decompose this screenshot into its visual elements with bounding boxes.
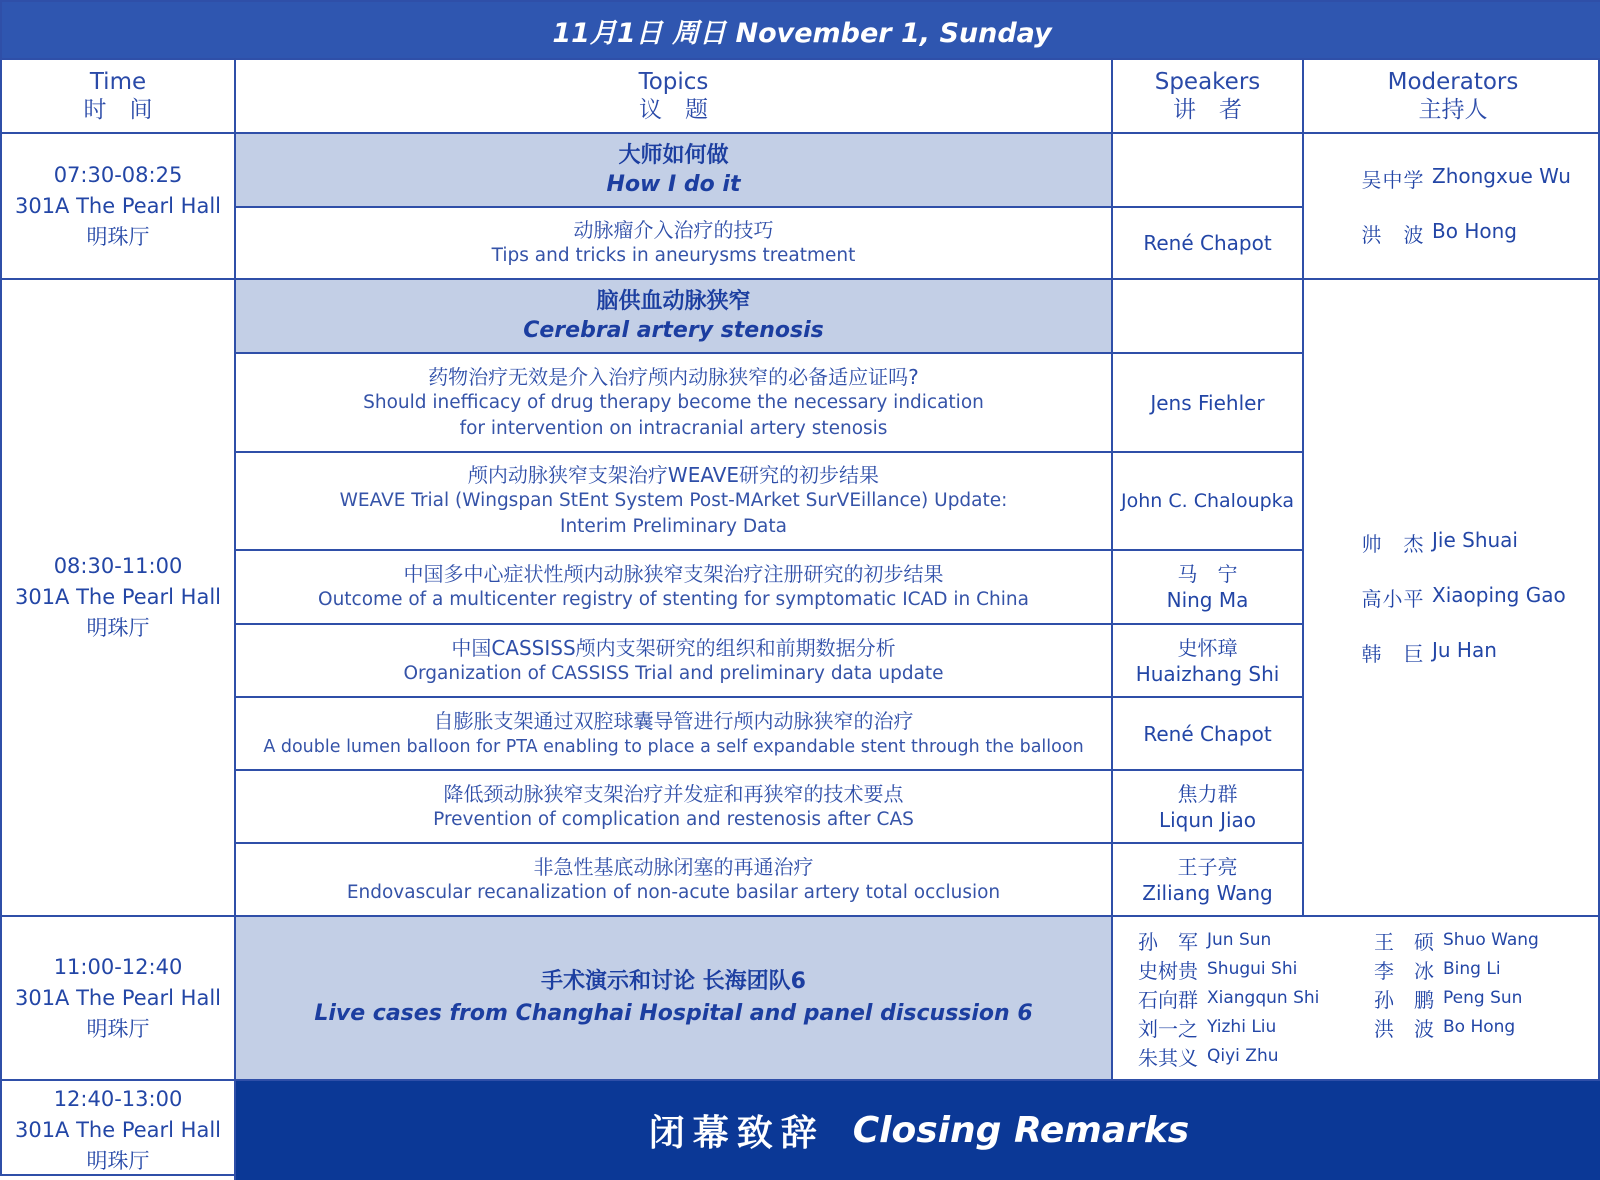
speaker-name-zh: 史怀璋 [1177,635,1238,660]
moderator [1354,528,1518,557]
header-speakers [1113,60,1304,134]
moderator [1354,164,1571,193]
talk-topic [236,625,1113,698]
talk-topic [236,771,1113,844]
moderator-name-en: Xiaoping Gao [1432,583,1566,607]
session-time-cell [2,280,236,917]
section-title-zh: 脑供血动脉狭窄 [596,289,751,314]
speaker-cell [1113,771,1304,844]
panelist-name-en: Xiangqun Shi [1207,988,1320,1008]
speaker-cell [1113,453,1304,551]
panelist-name-zh: 石向群 [1138,987,1198,1012]
topic-zh: 中国多中心症状性颅内动脉狭窄支架治疗注册研究的初步结果 [403,562,944,586]
speaker-name: Ning Ma [1166,588,1249,612]
header-speakers-zh: 讲 者 [1173,97,1242,123]
topic-en-line2: Interim Preliminary Data [560,516,787,537]
session-room-zh: 明珠厅 [86,616,150,640]
topic-zh: 颅内动脉狭窄支架治疗WEAVE研究的初步结果 [467,463,880,487]
panel-discussants [1113,917,1600,1081]
moderator-name-zh: 高小平 [1361,587,1425,611]
panelist-name-en: Yizhi Liu [1207,1017,1277,1037]
session-room: 301A The Pearl Hall [14,985,222,1010]
panelist [1365,1015,1600,1040]
session-time: 07:30-08:25 [53,162,183,187]
header-speakers-en: Speakers [1154,69,1261,95]
moderator-name-zh: 吴中学 [1361,168,1425,192]
panelist-name-en: Peng Sun [1443,988,1523,1008]
day-title-bar [2,2,1600,60]
session-room-zh: 明珠厅 [86,1149,150,1173]
section-title-en: How I do it [606,172,741,197]
moderator [1354,219,1517,248]
header-time-en: Time [89,69,147,95]
header-time [2,60,236,134]
panelist [1129,928,1365,953]
moderator [1354,583,1566,612]
panelist-name-en: Bo Hong [1443,1017,1516,1037]
speaker-name-zh: 王子亮 [1177,854,1238,879]
panelist-name-en: Shuo Wang [1443,930,1539,950]
speaker-cell [1113,208,1304,280]
speaker-name: Ziliang Wang [1142,880,1273,905]
moderator-name-en: Bo Hong [1432,219,1517,243]
moderator [1354,638,1497,667]
panelist [1129,1044,1365,1069]
moderator-name-en: Jie Shuai [1432,528,1518,552]
topic-en-line2: for intervention on intracranial artery stenosis [459,417,888,439]
talk-topic [236,354,1113,453]
speaker-cell [1113,354,1304,453]
panelist-name-zh: 王 硕 [1374,929,1434,954]
header-time-zh: 时 间 [83,97,153,123]
topic-zh: 降低颈动脉狭窄支架治疗并发症和再狭窄的技术要点 [443,781,904,806]
topic-en: A double lumen balloon for PTA enabling to place a self expandable stent through the balloon [263,736,1084,757]
moderator-name-zh: 洪 波 [1361,223,1425,247]
speaker-name-zh: 焦力群 [1177,781,1238,806]
speaker-cell [1113,625,1304,698]
section-title-zh: 大师如何做 [618,143,729,168]
panelist [1129,957,1365,982]
speaker-cell-empty [1113,134,1304,208]
session-time: 08:30-11:00 [53,554,183,578]
live-cases-header [236,917,1113,1081]
speaker-name: John C. Chaloupka [1121,490,1294,512]
speaker-name: Liqun Jiao [1158,807,1257,832]
speaker-cell-empty [1113,280,1304,354]
moderator-name-zh: 帅 杰 [1361,532,1425,556]
section-title-en: Cerebral artery stenosis [523,318,824,343]
moderator-name-zh: 韩 巨 [1361,642,1425,666]
speaker-cell [1113,698,1304,771]
speaker-cell [1113,844,1304,917]
session-time: 11:00-12:40 [53,954,183,979]
topic-en: Should inefficacy of drug therapy become the necessary indication [363,391,984,413]
session-room-zh: 明珠厅 [86,1016,150,1041]
session-room: 301A The Pearl Hall [14,585,222,609]
panelist-name-en: Qiyi Zhu [1207,1046,1279,1066]
panelist-name-zh: 洪 波 [1374,1016,1434,1041]
topic-en: Prevention of complication and restenosis after CAS [433,808,914,830]
live-title-zh: 手术演示和讨论 长海团队6 [541,969,806,994]
speaker-name: René Chapot [1143,721,1272,746]
speaker-name: Huaizhang Shi [1135,661,1280,686]
session-room: 301A The Pearl Hall [14,193,222,218]
topic-en: Outcome of a multicenter registry of stenting for symptomatic ICAD in China [318,589,1029,610]
topic-en: WEAVE Trial (Wingspan StEnt System Post-MArket SurVEillance) Update: [339,490,1008,511]
talk-topic [236,551,1113,625]
session-time-cell [2,917,236,1081]
talk-topic [236,453,1113,551]
panelist-name-en: Shugui Shi [1207,959,1298,979]
panelist-name-zh: 李 冰 [1374,958,1434,983]
header-topics [236,60,1113,134]
topic-zh: 非急性基底动脉闭塞的再通治疗 [533,854,814,879]
topic-zh: 动脉瘤介入治疗的技巧 [573,218,774,242]
panelist [1365,928,1600,953]
panelist [1129,1015,1365,1040]
talk-topic [236,208,1113,280]
speaker-name-zh: 马 宁 [1177,562,1238,586]
panelist-name-zh: 刘一之 [1138,1016,1198,1041]
talk-topic [236,698,1113,771]
topic-en: Endovascular recanalization of non-acute basilar artery total occlusion [346,881,1001,903]
session-room: 301A The Pearl Hall [14,1118,222,1142]
header-topics-en: Topics [638,69,709,95]
section-header [236,280,1113,354]
speaker-name: René Chapot [1143,231,1272,255]
panelist-name-zh: 朱其义 [1138,1045,1198,1070]
topic-zh: 药物治疗无效是介入治疗颅内动脉狭窄的必备适应证吗? [428,364,919,389]
panelist [1365,957,1600,982]
closing-remarks-banner [236,1081,1600,1180]
closing-title-en: Closing Remarks [852,1110,1190,1151]
talk-topic [236,844,1113,917]
day-title: 11月1日 周日 November 1, Sunday [552,17,1052,49]
panelist [1365,986,1600,1011]
panelist-name-zh: 史树贵 [1138,958,1198,983]
speaker-cell [1113,551,1304,625]
panelist [1129,986,1365,1011]
header-moderators-en: Moderators [1387,69,1519,95]
topic-zh: 中国CASSISS颅内支架研究的组织和前期数据分析 [451,635,896,660]
closing-title-zh: 闭幕致辞 [648,1113,825,1154]
topic-en: Organization of CASSISS Trial and preliminary data update [403,662,944,684]
live-title-en: Live cases from Changhai Hospital and panel discussion 6 [314,1001,1033,1026]
panelist-name-en: Jun Sun [1207,930,1272,950]
panelist-name-en: Bing Li [1443,959,1501,979]
header-moderators [1304,60,1600,134]
header-moderators-zh: 主持人 [1418,97,1488,123]
session-time-cell [2,1081,236,1180]
moderator-name-en: Zhongxue Wu [1432,164,1571,188]
panelist-name-zh: 孙 鹏 [1374,987,1434,1012]
header-topics-zh: 议 题 [639,97,708,123]
speaker-name: Jens Fiehler [1150,390,1265,415]
moderator-name-en: Ju Han [1432,638,1497,662]
topic-zh: 自膨胀支架通过双腔球囊导管进行颅内动脉狭窄的治疗 [433,708,914,733]
panelist-name-zh: 孙 军 [1138,929,1198,954]
session-time-cell [2,134,236,280]
section-header [236,134,1113,208]
moderators-cell [1304,280,1600,917]
session-time: 12:40-13:00 [53,1087,183,1111]
session-room-zh: 明珠厅 [86,224,150,249]
topic-en: Tips and tricks in aneurysms treatment [491,245,856,266]
moderators-cell [1304,134,1600,280]
